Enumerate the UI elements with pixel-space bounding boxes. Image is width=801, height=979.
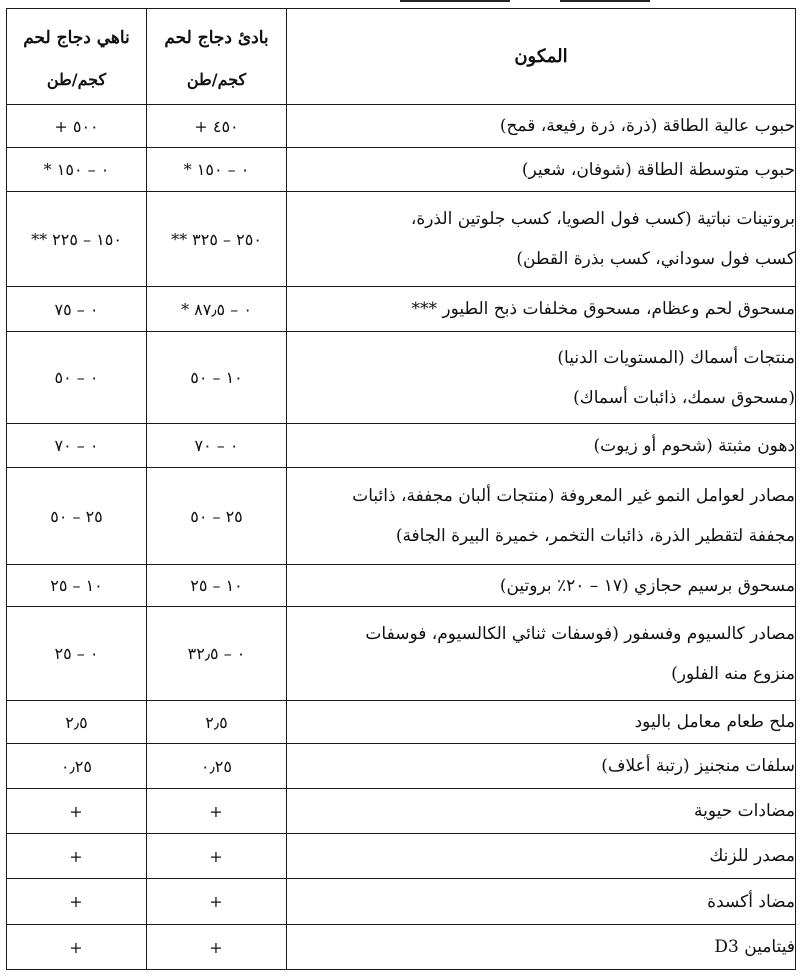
ingredient-cell bbox=[287, 424, 796, 468]
ingredient-cell bbox=[287, 925, 796, 970]
feed-ingredients-table bbox=[6, 8, 796, 970]
header-starter-unit: كجم/طن bbox=[186, 69, 247, 89]
ingredient-cell bbox=[287, 192, 796, 287]
table-row bbox=[7, 607, 796, 701]
ingredient-cell bbox=[287, 789, 796, 834]
table-row bbox=[7, 789, 796, 834]
ingredient-line: مضادات حيوية bbox=[694, 801, 795, 821]
starter-value: ٠٫٢٥ bbox=[147, 744, 287, 789]
header-starter bbox=[147, 9, 287, 105]
table-row bbox=[7, 744, 796, 789]
table-row bbox=[7, 834, 796, 879]
table-row bbox=[7, 287, 796, 332]
table-row bbox=[7, 148, 796, 192]
ingredient-cell bbox=[287, 332, 796, 424]
table-row bbox=[7, 565, 796, 607]
starter-value: ٠ – ٨٧٫٥ * bbox=[147, 287, 287, 332]
header-finisher-title: ناهي دجاج لحم bbox=[23, 27, 130, 48]
starter-value: + bbox=[147, 925, 287, 970]
table-row bbox=[7, 701, 796, 744]
starter-value: ٢٥ – ٥٠ bbox=[147, 468, 287, 565]
finisher-value: ٠ – ٢٥ bbox=[7, 607, 147, 701]
ingredient-cell bbox=[287, 744, 796, 789]
starter-value: ٢٥٠ – ٣٢٥ ** bbox=[147, 192, 287, 287]
ingredient-cell bbox=[287, 834, 796, 879]
table-row bbox=[7, 468, 796, 565]
header-finisher bbox=[7, 9, 147, 105]
ingredient-line: مصادر كالسيوم وفسفور (فوسفات ثنائي الكالسيوم، فوسفات bbox=[365, 623, 795, 644]
header-ingredient: المكون bbox=[287, 9, 796, 105]
finisher-value: ٠ – ٥٠ bbox=[7, 332, 147, 424]
table-row bbox=[7, 192, 796, 287]
ingredient-line: سلفات منجنيز (رتبة أعلاف) bbox=[601, 756, 795, 776]
table-row bbox=[7, 424, 796, 468]
starter-value: + bbox=[147, 879, 287, 925]
ingredient-line: دهون مثبتة (شحوم أو زيوت) bbox=[593, 435, 795, 456]
header-starter-title: بادئ دجاج لحم bbox=[164, 27, 269, 48]
starter-value: ٤٥٠ + bbox=[147, 105, 287, 148]
ingredient-line: مضاد أكسدة bbox=[707, 891, 795, 912]
ingredient-line: مسحوق لحم وعظام، مسحوق مخلفات ذبح الطيور *** bbox=[411, 299, 795, 319]
finisher-value: ٢٥ – ٥٠ bbox=[7, 468, 147, 565]
finisher-value: ٢٫٥ bbox=[7, 701, 147, 744]
finisher-value: ١٥٠ – ٢٢٥ ** bbox=[7, 192, 147, 287]
finisher-value: + bbox=[7, 879, 147, 925]
starter-value: + bbox=[147, 834, 287, 879]
ingredient-cell bbox=[287, 565, 796, 607]
finisher-value: ٠ – ١٥٠ * bbox=[7, 148, 147, 192]
ingredient-cell bbox=[287, 105, 796, 148]
ingredient-line: مصدر للزنك bbox=[709, 846, 795, 866]
ingredient-line: بروتينات نباتية (كسب فول الصويا، كسب جلوتين الذرة، bbox=[410, 209, 795, 229]
starter-value: ١٠ – ٢٥ bbox=[147, 565, 287, 607]
ingredient-cell bbox=[287, 607, 796, 701]
ingredient-line: فيتامين D3 bbox=[714, 937, 795, 957]
ingredient-line: مسحوق برسيم حجازي (١٧ – ٢٠٪ بروتين) bbox=[499, 575, 795, 596]
ingredient-line: حبوب عالية الطاقة (ذرة، ذرة رفيعة، قمح) bbox=[499, 116, 795, 136]
starter-value: ٢٫٥ bbox=[147, 701, 287, 744]
ingredient-cell bbox=[287, 148, 796, 192]
ingredient-line: منزوع منه الفلور) bbox=[671, 663, 795, 684]
ingredient-cell bbox=[287, 468, 796, 565]
starter-value: ١٠ – ٥٠ bbox=[147, 332, 287, 424]
ingredient-line: كسب فول سوداني، كسب بذرة القطن) bbox=[516, 249, 795, 269]
ingredient-line: مصادر لعوامل النمو غير المعروفة (منتجات ألبان مجففة، ذائبات bbox=[352, 486, 795, 506]
finisher-value: ٠ – ٧٥ bbox=[7, 287, 147, 332]
finisher-value: + bbox=[7, 925, 147, 970]
ingredient-line: (مسحوق سمك، ذائبات أسماك) bbox=[573, 387, 795, 408]
starter-value: ٠ – ٧٠ bbox=[147, 424, 287, 468]
ingredient-line: ملح طعام معامل باليود bbox=[634, 712, 795, 732]
starter-value: + bbox=[147, 789, 287, 834]
ingredient-cell bbox=[287, 287, 796, 332]
top-rule-fragment bbox=[0, 0, 801, 7]
starter-value: ٠ – ٣٢٫٥ bbox=[147, 607, 287, 701]
table-row bbox=[7, 332, 796, 424]
finisher-value: ١٠ – ٢٥ bbox=[7, 565, 147, 607]
finisher-value: + bbox=[7, 789, 147, 834]
header-finisher-unit: كجم/طن bbox=[46, 69, 107, 89]
finisher-value: ٠٫٢٥ bbox=[7, 744, 147, 789]
ingredient-line: حبوب متوسطة الطاقة (شوفان، شعير) bbox=[521, 159, 795, 180]
starter-value: ٠ – ١٥٠ * bbox=[147, 148, 287, 192]
table-row bbox=[7, 879, 796, 925]
table-header-row bbox=[7, 9, 796, 105]
finisher-value: ٥٠٠ + bbox=[7, 105, 147, 148]
ingredient-line: منتجات أسماك (المستويات الدنيا) bbox=[557, 347, 795, 368]
table-row bbox=[7, 105, 796, 148]
ingredient-line: مجففة لتقطير الذرة، ذائبات التخمر، خميرة البيرة الجافة) bbox=[395, 526, 795, 546]
ingredient-cell bbox=[287, 879, 796, 925]
finisher-value: + bbox=[7, 834, 147, 879]
finisher-value: ٠ – ٧٠ bbox=[7, 424, 147, 468]
ingredient-cell bbox=[287, 701, 796, 744]
table-row bbox=[7, 925, 796, 970]
